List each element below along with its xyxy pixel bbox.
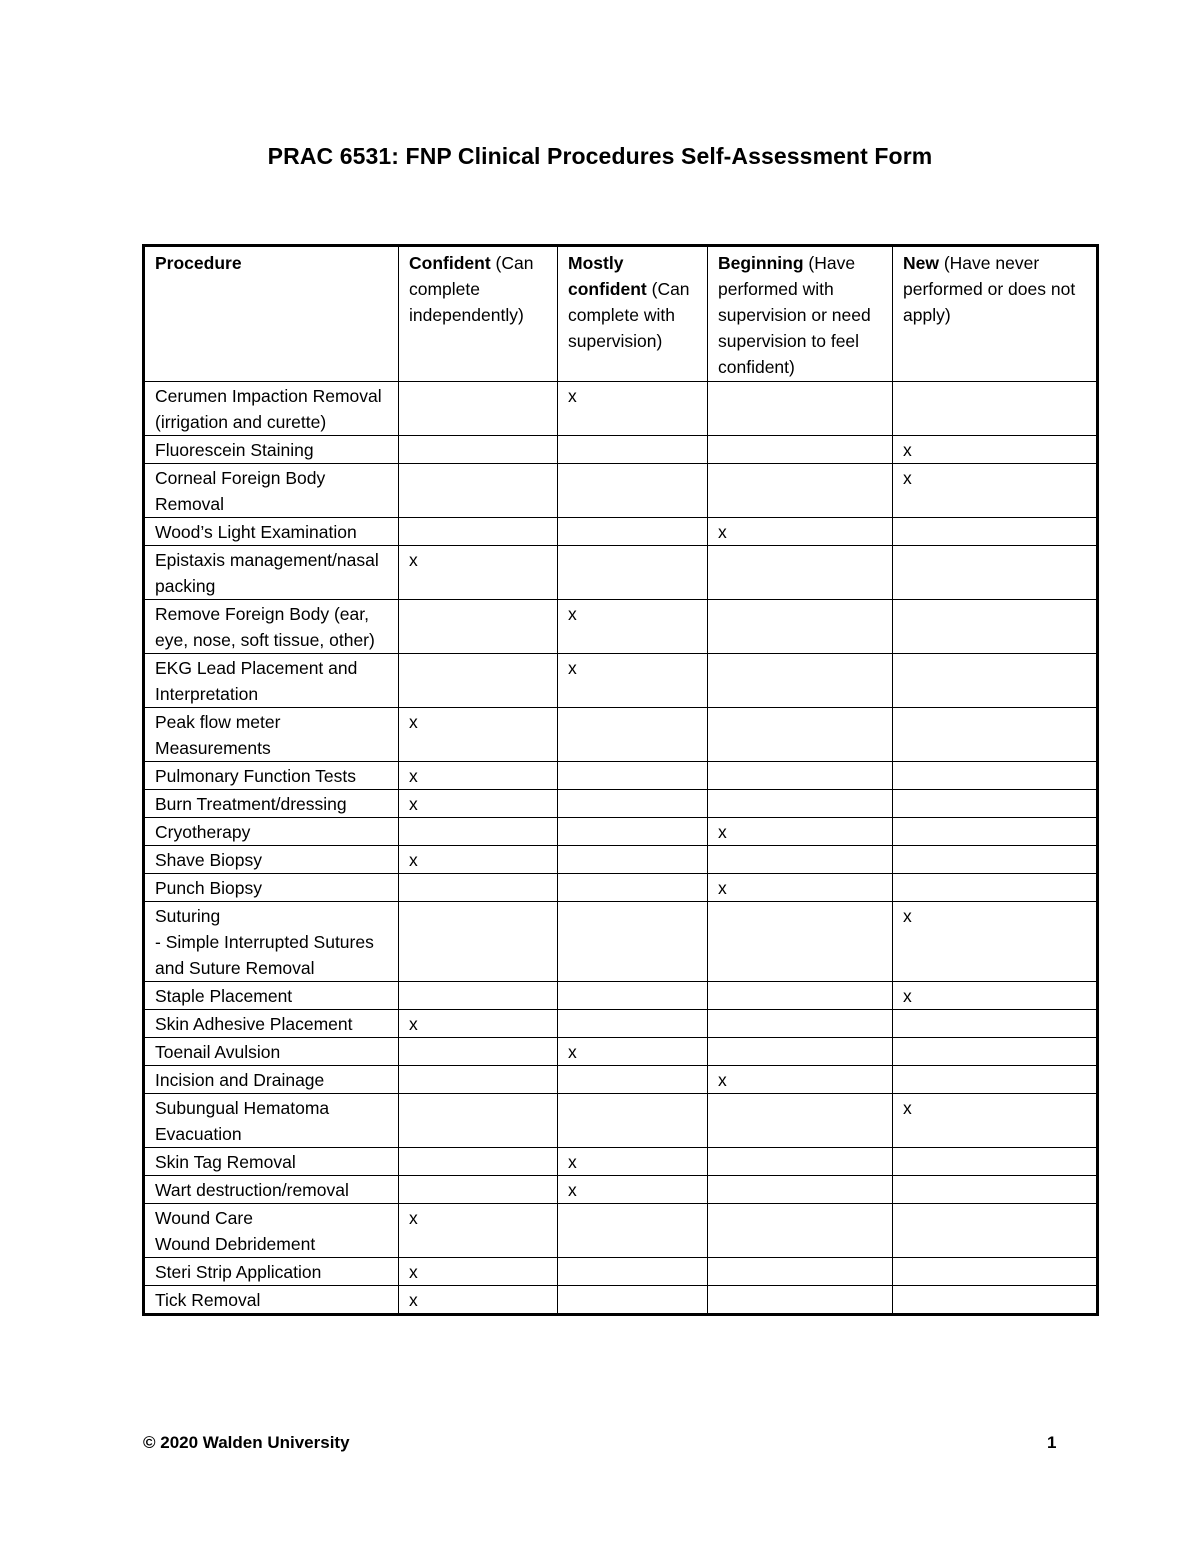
column-header-bold: New bbox=[903, 253, 939, 273]
check-mark: x bbox=[718, 1070, 727, 1090]
assessment-cell[interactable] bbox=[558, 1010, 708, 1038]
assessment-cell[interactable] bbox=[708, 1286, 893, 1315]
procedure-name: Skin Adhesive Placement bbox=[144, 1010, 399, 1038]
procedure-name: Subungual Hematoma Evacuation bbox=[144, 1094, 399, 1148]
assessment-cell[interactable] bbox=[893, 600, 1098, 654]
procedure-name: Toenail Avulsion bbox=[144, 1038, 399, 1066]
assessment-cell[interactable] bbox=[558, 1286, 708, 1315]
table-row bbox=[144, 818, 1098, 846]
table-row bbox=[144, 1204, 1098, 1258]
assessment-cell[interactable] bbox=[708, 1204, 893, 1258]
assessment-cell[interactable] bbox=[399, 436, 558, 464]
assessment-cell[interactable] bbox=[708, 874, 893, 902]
assessment-cell[interactable] bbox=[893, 902, 1098, 982]
column-header-bold: Beginning bbox=[718, 253, 804, 273]
assessment-cell[interactable] bbox=[893, 1066, 1098, 1094]
procedure-name: Corneal Foreign Body Removal bbox=[144, 464, 399, 518]
assessment-cell[interactable] bbox=[399, 818, 558, 846]
assessment-cell[interactable] bbox=[399, 1204, 558, 1258]
assessment-cell[interactable] bbox=[893, 1094, 1098, 1148]
assessment-cell[interactable] bbox=[708, 1038, 893, 1066]
assessment-cell[interactable] bbox=[558, 464, 708, 518]
check-mark: x bbox=[409, 1014, 418, 1034]
assessment-cell[interactable] bbox=[708, 1258, 893, 1286]
procedure-name: Pulmonary Function Tests bbox=[144, 762, 399, 790]
check-mark: x bbox=[718, 878, 727, 898]
assessment-cell[interactable] bbox=[708, 1010, 893, 1038]
check-mark: x bbox=[409, 712, 418, 732]
procedure-name: Staple Placement bbox=[144, 982, 399, 1010]
check-mark: x bbox=[718, 522, 727, 542]
assessment-cell[interactable] bbox=[399, 382, 558, 436]
procedure-name: Steri Strip Application bbox=[144, 1258, 399, 1286]
assessment-cell[interactable] bbox=[558, 708, 708, 762]
assessment-cell[interactable] bbox=[893, 382, 1098, 436]
table-row bbox=[144, 874, 1098, 902]
assessment-cell[interactable] bbox=[399, 874, 558, 902]
table-row bbox=[144, 846, 1098, 874]
assessment-cell[interactable] bbox=[558, 382, 708, 436]
assessment-cell[interactable] bbox=[399, 654, 558, 708]
check-mark: x bbox=[903, 440, 912, 460]
page-title: PRAC 6531: FNP Clinical Procedures Self-Assessment Form bbox=[267, 143, 933, 169]
assessment-cell[interactable] bbox=[893, 436, 1098, 464]
assessment-cell[interactable] bbox=[708, 982, 893, 1010]
assessment-cell[interactable] bbox=[399, 902, 558, 982]
assessment-cell[interactable] bbox=[708, 708, 893, 762]
check-mark: x bbox=[903, 906, 912, 926]
check-mark: x bbox=[409, 850, 418, 870]
assessment-cell[interactable] bbox=[399, 1066, 558, 1094]
header-row bbox=[144, 246, 1098, 382]
assessment-cell[interactable] bbox=[399, 1258, 558, 1286]
assessment-cell[interactable] bbox=[558, 818, 708, 846]
table-row bbox=[144, 546, 1098, 600]
table-row bbox=[144, 1286, 1098, 1315]
check-mark: x bbox=[409, 794, 418, 814]
assessment-cell[interactable] bbox=[893, 1148, 1098, 1176]
table-row bbox=[144, 464, 1098, 518]
assessment-cell[interactable] bbox=[708, 762, 893, 790]
assessment-cell[interactable] bbox=[893, 1010, 1098, 1038]
column-header-confident bbox=[399, 246, 558, 382]
assessment-cell[interactable] bbox=[893, 708, 1098, 762]
procedure-name: Incision and Drainage bbox=[144, 1066, 399, 1094]
check-mark: x bbox=[903, 1098, 912, 1118]
assessment-cell[interactable] bbox=[708, 600, 893, 654]
column-header-procedure bbox=[144, 246, 399, 382]
check-mark: x bbox=[568, 386, 577, 406]
procedure-name: Wart destruction/removal bbox=[144, 1176, 399, 1204]
check-mark: x bbox=[903, 986, 912, 1006]
column-header-bold: Confident bbox=[409, 253, 491, 273]
table-row bbox=[144, 1066, 1098, 1094]
assessment-cell[interactable] bbox=[558, 874, 708, 902]
procedure-name: Punch Biopsy bbox=[144, 874, 399, 902]
assessment-cell[interactable] bbox=[399, 1286, 558, 1315]
assessment-cell[interactable] bbox=[558, 436, 708, 464]
assessment-cell[interactable] bbox=[558, 1038, 708, 1066]
table-row bbox=[144, 654, 1098, 708]
column-header-desc: (Have never performed or does not apply) bbox=[903, 253, 1076, 325]
assessment-cell[interactable] bbox=[558, 1066, 708, 1094]
table-row bbox=[144, 1038, 1098, 1066]
table-row bbox=[144, 708, 1098, 762]
procedure-name: Cerumen Impaction Removal (irrigation and curette) bbox=[144, 382, 399, 436]
assessment-cell[interactable] bbox=[708, 902, 893, 982]
assessment-cell[interactable] bbox=[399, 1148, 558, 1176]
assessment-cell[interactable] bbox=[399, 1010, 558, 1038]
assessment-cell[interactable] bbox=[708, 382, 893, 436]
procedure-name: Wound Care Wound Debridement bbox=[144, 1204, 399, 1258]
assessment-cell[interactable] bbox=[558, 1148, 708, 1176]
assessment-cell[interactable] bbox=[399, 708, 558, 762]
procedure-name: EKG Lead Placement and Interpretation bbox=[144, 654, 399, 708]
column-header-desc: (Can complete with supervision) bbox=[568, 279, 690, 351]
check-mark: x bbox=[409, 1208, 418, 1228]
assessment-cell[interactable] bbox=[708, 818, 893, 846]
assessment-cell[interactable] bbox=[893, 1286, 1098, 1315]
procedure-name: Epistaxis management/nasal packing bbox=[144, 546, 399, 600]
column-header-desc: (Have performed with supervision or need supervision to feel confident) bbox=[718, 253, 871, 377]
assessment-cell[interactable] bbox=[893, 518, 1098, 546]
procedure-name: Skin Tag Removal bbox=[144, 1148, 399, 1176]
assessment-cell[interactable] bbox=[399, 1038, 558, 1066]
footer-page-number: 1 bbox=[1047, 1433, 1057, 1452]
procedures-table bbox=[142, 244, 1099, 1316]
procedure-name: Burn Treatment/dressing bbox=[144, 790, 399, 818]
check-mark: x bbox=[568, 604, 577, 624]
procedure-name: Remove Foreign Body (ear, eye, nose, soft tissue, other) bbox=[144, 600, 399, 654]
procedure-name: Tick Removal bbox=[144, 1286, 399, 1315]
column-header-mostly-confident bbox=[558, 246, 708, 382]
procedure-name: Wood’s Light Examination bbox=[144, 518, 399, 546]
assessment-cell[interactable] bbox=[893, 464, 1098, 518]
assessment-cell[interactable] bbox=[558, 1176, 708, 1204]
assessment-cell[interactable] bbox=[708, 464, 893, 518]
table-row bbox=[144, 982, 1098, 1010]
assessment-cell[interactable] bbox=[558, 600, 708, 654]
assessment-cell[interactable] bbox=[558, 1258, 708, 1286]
table-header bbox=[144, 246, 1098, 382]
assessment-cell[interactable] bbox=[893, 846, 1098, 874]
assessment-cell[interactable] bbox=[558, 982, 708, 1010]
assessment-cell[interactable] bbox=[708, 1094, 893, 1148]
assessment-cell[interactable] bbox=[893, 790, 1098, 818]
assessment-cell[interactable] bbox=[893, 982, 1098, 1010]
assessment-cell[interactable] bbox=[399, 518, 558, 546]
assessment-cell[interactable] bbox=[893, 546, 1098, 600]
assessment-cell[interactable] bbox=[399, 790, 558, 818]
assessment-cell[interactable] bbox=[893, 1258, 1098, 1286]
assessment-cell[interactable] bbox=[399, 464, 558, 518]
assessment-cell[interactable] bbox=[708, 546, 893, 600]
assessment-cell[interactable] bbox=[708, 1176, 893, 1204]
assessment-cell[interactable] bbox=[399, 1176, 558, 1204]
assessment-cell[interactable] bbox=[558, 518, 708, 546]
procedure-name: Cryotherapy bbox=[144, 818, 399, 846]
assessment-cell[interactable] bbox=[893, 654, 1098, 708]
footer-copyright: © 2020 Walden University bbox=[143, 1433, 350, 1452]
column-header-beginning bbox=[708, 246, 893, 382]
column-header-desc: (Can complete independently) bbox=[409, 253, 534, 325]
assessment-cell[interactable] bbox=[708, 1066, 893, 1094]
column-header-bold: Mostly confident bbox=[568, 253, 647, 299]
check-mark: x bbox=[903, 468, 912, 488]
assessment-cell[interactable] bbox=[399, 846, 558, 874]
assessment-cell[interactable] bbox=[708, 790, 893, 818]
table-row bbox=[144, 1010, 1098, 1038]
assessment-cell[interactable] bbox=[708, 518, 893, 546]
assessment-cell[interactable] bbox=[558, 654, 708, 708]
assessment-cell[interactable] bbox=[399, 1094, 558, 1148]
assessment-cell[interactable] bbox=[708, 846, 893, 874]
check-mark: x bbox=[409, 1290, 418, 1310]
procedure-name: Suturing - Simple Interrupted Sutures and Suture Removal bbox=[144, 902, 399, 982]
check-mark: x bbox=[409, 766, 418, 786]
check-mark: x bbox=[568, 1180, 577, 1200]
assessment-cell[interactable] bbox=[708, 1148, 893, 1176]
table-row bbox=[144, 382, 1098, 436]
procedure-name: Shave Biopsy bbox=[144, 846, 399, 874]
procedure-name: Fluorescein Staining bbox=[144, 436, 399, 464]
assessment-cell[interactable] bbox=[893, 1176, 1098, 1204]
assessment-cell[interactable] bbox=[558, 1204, 708, 1258]
assessment-cell[interactable] bbox=[893, 874, 1098, 902]
assessment-cell[interactable] bbox=[558, 1094, 708, 1148]
check-mark: x bbox=[568, 658, 577, 678]
table-row bbox=[144, 1148, 1098, 1176]
table-row bbox=[144, 1258, 1098, 1286]
table-row bbox=[144, 1176, 1098, 1204]
column-header-bold: Procedure bbox=[155, 253, 242, 273]
assessment-cell[interactable] bbox=[399, 546, 558, 600]
table-body bbox=[144, 382, 1098, 1315]
check-mark: x bbox=[409, 550, 418, 570]
table-row bbox=[144, 790, 1098, 818]
assessment-cell[interactable] bbox=[708, 436, 893, 464]
assessment-cell[interactable] bbox=[558, 546, 708, 600]
table-row bbox=[144, 600, 1098, 654]
assessment-cell[interactable] bbox=[893, 818, 1098, 846]
assessment-cell[interactable] bbox=[399, 600, 558, 654]
assessment-cell[interactable] bbox=[558, 762, 708, 790]
check-mark: x bbox=[568, 1152, 577, 1172]
column-header-new bbox=[893, 246, 1098, 382]
assessment-cell[interactable] bbox=[558, 790, 708, 818]
assessment-cell[interactable] bbox=[558, 846, 708, 874]
table-row bbox=[144, 518, 1098, 546]
check-mark: x bbox=[718, 822, 727, 842]
procedure-name: Peak flow meter Measurements bbox=[144, 708, 399, 762]
check-mark: x bbox=[568, 1042, 577, 1062]
table-row bbox=[144, 1094, 1098, 1148]
assessment-cell[interactable] bbox=[558, 902, 708, 982]
assessment-cell[interactable] bbox=[399, 762, 558, 790]
assessment-cell[interactable] bbox=[708, 654, 893, 708]
table-row bbox=[144, 902, 1098, 982]
assessment-cell[interactable] bbox=[399, 982, 558, 1010]
assessment-cell[interactable] bbox=[893, 1038, 1098, 1066]
table-row bbox=[144, 436, 1098, 464]
assessment-cell[interactable] bbox=[893, 762, 1098, 790]
check-mark: x bbox=[409, 1262, 418, 1282]
table-row bbox=[144, 762, 1098, 790]
assessment-cell[interactable] bbox=[893, 1204, 1098, 1258]
